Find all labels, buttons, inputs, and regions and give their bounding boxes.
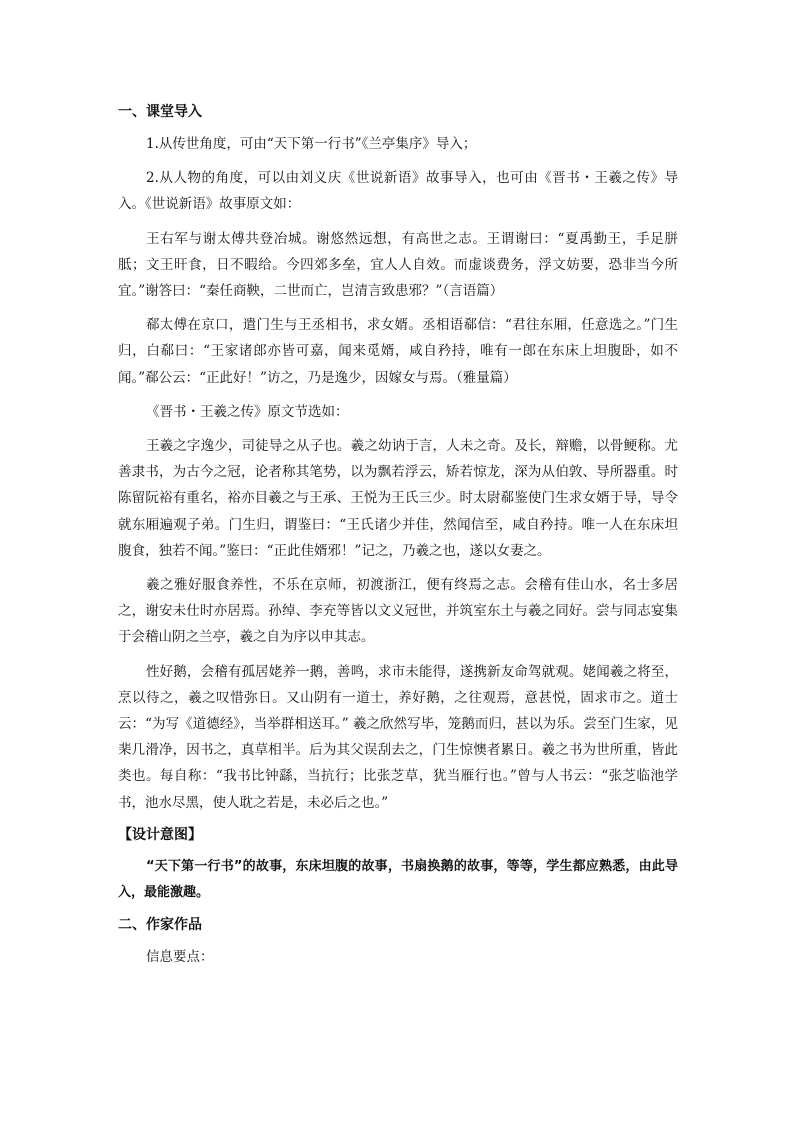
paragraph-4: 郗太傅在京口，遣门生与王丞相书，求女婿。丞相语郗信：“君往东厢，任意选之。”门生归，白郗曰：“王家诸郎亦皆可嘉，闻来觅婿，咸自矜持，唯有一郎在东床上坦腹卧，如不闻。”郗公云：“正此好！”访之，乃是逸少，因嫁女与焉。（雅量篇） (118, 317, 678, 386)
section-heading-1: 一、课堂导入 (118, 104, 202, 120)
paragraph-8: 性好鹅，会稽有孤居姥养一鹅，善鸣，求市未能得，遂携新友命驾就观。姥闻羲之将至，烹以待之，羲之叹惜弥日。又山阴有一道士，养好鹅，之往观焉，意甚悦，固求市之。道士云：“为写《道德经》，当举群相送耳。” 羲之欣然写毕，笼鹅而归，甚以为乐。尝至门生家，见棐几滑净，因书之，真草相半。后为其父误刮去之，门生惊懊者累日。羲之书为世所重，皆此类也。每自称：“我书比钟繇，当抗行；比张芝草，犹当雁行也。”曾与人书云：“张芝临池学书，池水尽黑，使人耽之若是，未必后之也。” (118, 663, 678, 811)
info-points-label: 信息要点： (146, 949, 214, 966)
paragraph-2: 2.从人物的角度，可以由刘义庆《世说新语》故事导入，也可由《晋书・王羲之传》导入。《世说新语》故事原文如： (118, 170, 678, 213)
paragraph-3: 王右军与谢太傅共登冶城。谢悠然远想，有高世之志。王谓谢曰：“夏禹勤王，手足胼胝；文王旰食，日不暇给。今四郊多垒，宜人人自效。而虚谈费务，浮文妨要，恐非当今所宜。”谢答曰：“秦任商鞅，二世而亡，岂清言致患邪？”（言语篇） (118, 230, 678, 300)
design-intent-heading: 【设计意图】 (118, 826, 202, 843)
section-heading-2: 二、作家作品 (118, 917, 202, 934)
paragraph-7: 羲之雅好服食养性，不乐在京师，初渡浙江，便有终焉之志。会稽有佳山水，名士多居之，谢安未仕时亦居焉。孙绰、李充等皆以文义冠世，并筑室东土与羲之同好。尝与同志宴集于会稽山阴之兰亭，羲之自为序以申其志。 (118, 577, 678, 646)
design-intent-text: “天下第一行书”的故事，东床坦腹的故事，书扇换鹅的故事，等等，学生都应熟悉，由此导入，最能激趣。 (118, 858, 678, 901)
document-body (118, 101, 678, 978)
paragraph-6: 王羲之字逸少，司徒导之从子也。羲之幼讷于言，人未之奇。及长，辩赡，以骨鲠称。尤善隶书，为古今之冠，论者称其笔势，以为飘若浮云，矫若惊龙，深为从伯敦、导所器重。时陈留阮裕有重名，裕亦目羲之与王承、王悦为王氏三少。时太尉郗鉴使门生求女婿于导，导令就东厢遍观子弟。门生归，谓鉴曰：“王氏诸少并佳，然闻信至，咸自矜持。唯一人在东床坦腹食，独若不闻。”鉴曰：“正此佳婿邪！”记之，乃羲之也，遂以女妻之。 (118, 438, 678, 559)
paragraph-5: 《晋书・王羲之传》原文节选如： (146, 403, 349, 420)
paragraph-1: 1.从传世角度，可由“天下第一行书”《兰亭集序》导入； (146, 136, 477, 152)
